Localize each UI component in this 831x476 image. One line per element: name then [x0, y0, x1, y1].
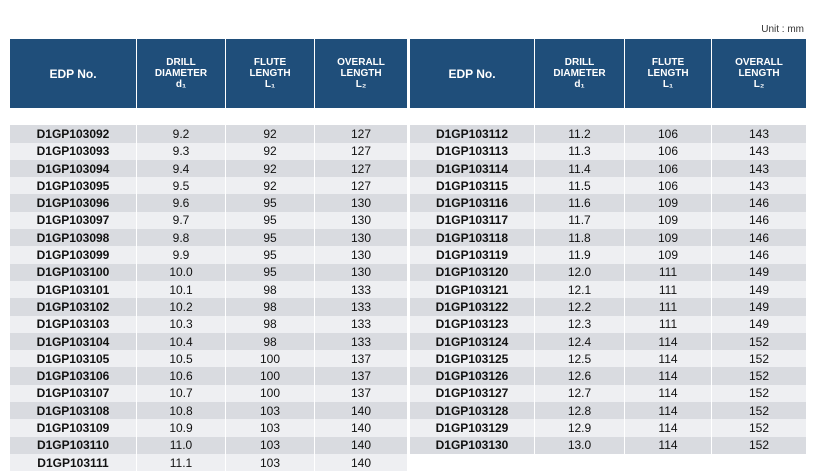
cell-overall: 137 — [315, 367, 407, 384]
cell-edp: D1GP103096 — [10, 194, 137, 211]
cell-flute: 95 — [226, 194, 315, 211]
table-body-right — [410, 125, 806, 454]
header-flute-line1: FLUTE — [253, 57, 287, 68]
table-row — [10, 333, 407, 350]
cell-overall: 152 — [712, 385, 806, 402]
cell-overall: 149 — [712, 264, 806, 281]
cell-overall: 133 — [315, 333, 407, 350]
cell-flute: 114 — [625, 402, 712, 419]
header-flute-length — [226, 39, 315, 108]
cell-edp: D1GP103116 — [410, 194, 535, 211]
header-flute-line2: LENGTH — [249, 68, 291, 79]
cell-drill: 10.8 — [137, 402, 226, 419]
cell-flute: 114 — [625, 350, 712, 367]
header-flute-line2: LENGTH — [647, 68, 689, 79]
cell-flute: 103 — [226, 402, 315, 419]
cell-edp: D1GP103104 — [10, 333, 137, 350]
cell-drill: 13.0 — [535, 437, 625, 454]
cell-flute: 98 — [226, 298, 315, 315]
cell-edp: D1GP103106 — [10, 367, 137, 384]
header-flute-symbol: L₁ — [264, 79, 276, 90]
cell-edp: D1GP103129 — [410, 419, 535, 436]
cell-drill: 11.7 — [535, 212, 625, 229]
cell-drill: 10.1 — [137, 281, 226, 298]
cell-flute: 95 — [226, 229, 315, 246]
cell-edp: D1GP103122 — [410, 298, 535, 315]
cell-edp: D1GP103125 — [410, 350, 535, 367]
table-row — [10, 143, 407, 160]
table-row — [410, 437, 806, 454]
cell-edp: D1GP103101 — [10, 281, 137, 298]
header-drill-line2: DIAMETER — [553, 68, 606, 79]
cell-drill: 11.6 — [535, 194, 625, 211]
header-overall-symbol: L₂ — [753, 79, 765, 90]
cell-edp: D1GP103093 — [10, 143, 137, 160]
table-row — [410, 419, 806, 436]
header-overall-length — [712, 39, 806, 108]
cell-flute: 103 — [226, 437, 315, 454]
cell-flute: 92 — [226, 177, 315, 194]
table-row — [410, 281, 806, 298]
cell-overall: 130 — [315, 246, 407, 263]
cell-overall: 130 — [315, 229, 407, 246]
cell-drill: 12.6 — [535, 367, 625, 384]
cell-flute: 100 — [226, 350, 315, 367]
header-flute-line1: FLUTE — [651, 57, 685, 68]
cell-edp: D1GP103113 — [410, 143, 535, 160]
cell-overall: 143 — [712, 143, 806, 160]
cell-drill: 10.7 — [137, 385, 226, 402]
cell-drill: 12.5 — [535, 350, 625, 367]
cell-flute: 106 — [625, 160, 712, 177]
cell-overall: 143 — [712, 125, 806, 142]
table-row — [410, 177, 806, 194]
cell-drill: 11.5 — [535, 177, 625, 194]
cell-overall: 127 — [315, 125, 407, 142]
cell-edp: D1GP103120 — [410, 264, 535, 281]
table-row — [410, 402, 806, 419]
cell-edp: D1GP103124 — [410, 333, 535, 350]
cell-edp: D1GP103103 — [10, 316, 137, 333]
table-row — [10, 229, 407, 246]
cell-drill: 12.7 — [535, 385, 625, 402]
table-row — [10, 437, 407, 454]
cell-overall: 140 — [315, 454, 407, 471]
cell-edp: D1GP103110 — [10, 437, 137, 454]
cell-overall: 133 — [315, 316, 407, 333]
cell-flute: 98 — [226, 316, 315, 333]
table-header-row — [10, 39, 407, 108]
header-drill-diameter — [137, 39, 226, 108]
cell-overall: 149 — [712, 281, 806, 298]
cell-edp: D1GP103128 — [410, 402, 535, 419]
cell-overall: 152 — [712, 437, 806, 454]
header-overall-line2: LENGTH — [738, 68, 780, 79]
table-body-left — [10, 125, 407, 471]
table-row — [10, 125, 407, 142]
spec-table-right — [410, 39, 806, 454]
cell-drill: 12.4 — [535, 333, 625, 350]
cell-flute: 111 — [625, 281, 712, 298]
cell-overall: 146 — [712, 194, 806, 211]
header-drill-line1: DRILL — [166, 57, 196, 68]
cell-edp: D1GP103111 — [10, 454, 137, 471]
cell-drill: 12.0 — [535, 264, 625, 281]
table-row — [10, 264, 407, 281]
cell-flute: 114 — [625, 367, 712, 384]
cell-flute: 95 — [226, 212, 315, 229]
table-row — [10, 316, 407, 333]
cell-overall: 127 — [315, 177, 407, 194]
cell-edp: D1GP103092 — [10, 125, 137, 142]
cell-edp: D1GP103097 — [10, 212, 137, 229]
header-overall-line1: OVERALL — [337, 57, 385, 68]
cell-overall: 146 — [712, 212, 806, 229]
cell-drill: 11.4 — [535, 160, 625, 177]
cell-drill: 9.6 — [137, 194, 226, 211]
table-row — [10, 350, 407, 367]
table-row — [10, 212, 407, 229]
table-row — [410, 212, 806, 229]
cell-flute: 111 — [625, 264, 712, 281]
cell-drill: 9.8 — [137, 229, 226, 246]
cell-flute: 92 — [226, 160, 315, 177]
cell-drill: 12.9 — [535, 419, 625, 436]
table-row — [410, 143, 806, 160]
cell-drill: 11.1 — [137, 454, 226, 471]
cell-overall: 152 — [712, 419, 806, 436]
cell-overall: 152 — [712, 402, 806, 419]
cell-edp: D1GP103114 — [410, 160, 535, 177]
cell-edp: D1GP103115 — [410, 177, 535, 194]
cell-edp: D1GP103098 — [10, 229, 137, 246]
table-row — [410, 333, 806, 350]
table-row — [10, 454, 407, 471]
cell-overall: 130 — [315, 264, 407, 281]
table-row — [410, 229, 806, 246]
table-row — [410, 385, 806, 402]
header-drill-symbol: d₁ — [574, 79, 585, 90]
cell-overall: 143 — [712, 177, 806, 194]
header-drill-symbol: d₁ — [175, 79, 187, 90]
unit-label: Unit : mm — [761, 24, 804, 35]
cell-drill: 11.0 — [137, 437, 226, 454]
cell-flute: 114 — [625, 419, 712, 436]
cell-flute: 109 — [625, 194, 712, 211]
cell-drill: 12.8 — [535, 402, 625, 419]
cell-edp: D1GP103123 — [410, 316, 535, 333]
header-flute-length — [625, 39, 712, 108]
table-row — [10, 246, 407, 263]
cell-drill: 10.4 — [137, 333, 226, 350]
table-row — [410, 298, 806, 315]
table-row — [10, 402, 407, 419]
cell-flute: 109 — [625, 229, 712, 246]
table-row — [10, 160, 407, 177]
cell-edp: D1GP103126 — [410, 367, 535, 384]
cell-edp: D1GP103100 — [10, 264, 137, 281]
cell-flute: 111 — [625, 298, 712, 315]
cell-overall: 133 — [315, 281, 407, 298]
cell-flute: 103 — [226, 454, 315, 471]
table-row — [10, 367, 407, 384]
cell-flute: 98 — [226, 281, 315, 298]
cell-edp: D1GP103109 — [10, 419, 137, 436]
cell-drill: 11.2 — [535, 125, 625, 142]
table-row — [10, 177, 407, 194]
table-row — [410, 194, 806, 211]
cell-flute: 109 — [625, 212, 712, 229]
cell-flute: 100 — [226, 367, 315, 384]
table-row — [410, 125, 806, 142]
table-row — [410, 264, 806, 281]
cell-drill: 9.2 — [137, 125, 226, 142]
cell-flute: 114 — [625, 333, 712, 350]
cell-flute: 95 — [226, 246, 315, 263]
cell-overall: 127 — [315, 160, 407, 177]
cell-overall: 146 — [712, 246, 806, 263]
cell-drill: 10.9 — [137, 419, 226, 436]
table-row — [10, 281, 407, 298]
cell-overall: 146 — [712, 229, 806, 246]
cell-drill: 10.5 — [137, 350, 226, 367]
cell-flute: 100 — [226, 385, 315, 402]
table-row — [410, 350, 806, 367]
cell-edp: D1GP103108 — [10, 402, 137, 419]
cell-edp: D1GP103127 — [410, 385, 535, 402]
header-edp-no: EDP No. — [10, 39, 137, 108]
cell-edp: D1GP103099 — [10, 246, 137, 263]
spec-table-left — [10, 39, 407, 471]
table-row — [410, 246, 806, 263]
cell-flute: 106 — [625, 177, 712, 194]
cell-edp: D1GP103102 — [10, 298, 137, 315]
cell-drill: 10.6 — [137, 367, 226, 384]
cell-drill: 12.2 — [535, 298, 625, 315]
cell-edp: D1GP103119 — [410, 246, 535, 263]
cell-overall: 149 — [712, 298, 806, 315]
table-row — [410, 367, 806, 384]
cell-flute: 106 — [625, 143, 712, 160]
cell-edp: D1GP103112 — [410, 125, 535, 142]
header-drill-line2: DIAMETER — [154, 68, 208, 79]
cell-drill: 10.0 — [137, 264, 226, 281]
cell-overall: 127 — [315, 143, 407, 160]
header-edp-no: EDP No. — [410, 39, 535, 108]
cell-flute: 114 — [625, 385, 712, 402]
cell-flute: 98 — [226, 333, 315, 350]
cell-flute: 111 — [625, 316, 712, 333]
cell-drill: 11.8 — [535, 229, 625, 246]
cell-flute: 103 — [226, 419, 315, 436]
cell-overall: 152 — [712, 333, 806, 350]
cell-overall: 143 — [712, 160, 806, 177]
cell-flute: 109 — [625, 246, 712, 263]
cell-overall: 130 — [315, 194, 407, 211]
header-overall-symbol: L₂ — [355, 79, 367, 90]
cell-edp: D1GP103121 — [410, 281, 535, 298]
table-row — [10, 298, 407, 315]
cell-edp: D1GP103095 — [10, 177, 137, 194]
header-drill-diameter — [535, 39, 625, 108]
cell-flute: 95 — [226, 264, 315, 281]
header-overall-line2: LENGTH — [340, 68, 382, 79]
cell-drill: 12.3 — [535, 316, 625, 333]
cell-drill: 9.5 — [137, 177, 226, 194]
cell-overall: 137 — [315, 385, 407, 402]
cell-overall: 140 — [315, 437, 407, 454]
cell-flute: 92 — [226, 143, 315, 160]
cell-drill: 9.9 — [137, 246, 226, 263]
cell-edp: D1GP103118 — [410, 229, 535, 246]
cell-overall: 137 — [315, 350, 407, 367]
cell-edp: D1GP103130 — [410, 437, 535, 454]
cell-drill: 11.9 — [535, 246, 625, 263]
table-row — [410, 160, 806, 177]
cell-edp: D1GP103094 — [10, 160, 137, 177]
table-header-row — [410, 39, 806, 108]
header-drill-line1: DRILL — [564, 57, 595, 68]
cell-drill: 9.7 — [137, 212, 226, 229]
cell-overall: 140 — [315, 419, 407, 436]
cell-overall: 140 — [315, 402, 407, 419]
table-row — [10, 385, 407, 402]
cell-edp: D1GP103105 — [10, 350, 137, 367]
cell-drill: 10.2 — [137, 298, 226, 315]
cell-flute: 106 — [625, 125, 712, 142]
cell-edp: D1GP103107 — [10, 385, 137, 402]
cell-overall: 130 — [315, 212, 407, 229]
header-flute-symbol: L₁ — [662, 79, 674, 90]
cell-drill: 11.3 — [535, 143, 625, 160]
cell-drill: 9.4 — [137, 160, 226, 177]
table-row — [410, 316, 806, 333]
cell-drill: 12.1 — [535, 281, 625, 298]
table-row — [10, 419, 407, 436]
cell-edp: D1GP103117 — [410, 212, 535, 229]
cell-drill: 9.3 — [137, 143, 226, 160]
header-overall-length — [315, 39, 407, 108]
cell-overall: 149 — [712, 316, 806, 333]
header-overall-line1: OVERALL — [735, 57, 783, 68]
cell-drill: 10.3 — [137, 316, 226, 333]
cell-overall: 152 — [712, 367, 806, 384]
cell-overall: 152 — [712, 350, 806, 367]
cell-flute: 114 — [625, 437, 712, 454]
table-row — [10, 194, 407, 211]
cell-flute: 92 — [226, 125, 315, 142]
cell-overall: 133 — [315, 298, 407, 315]
